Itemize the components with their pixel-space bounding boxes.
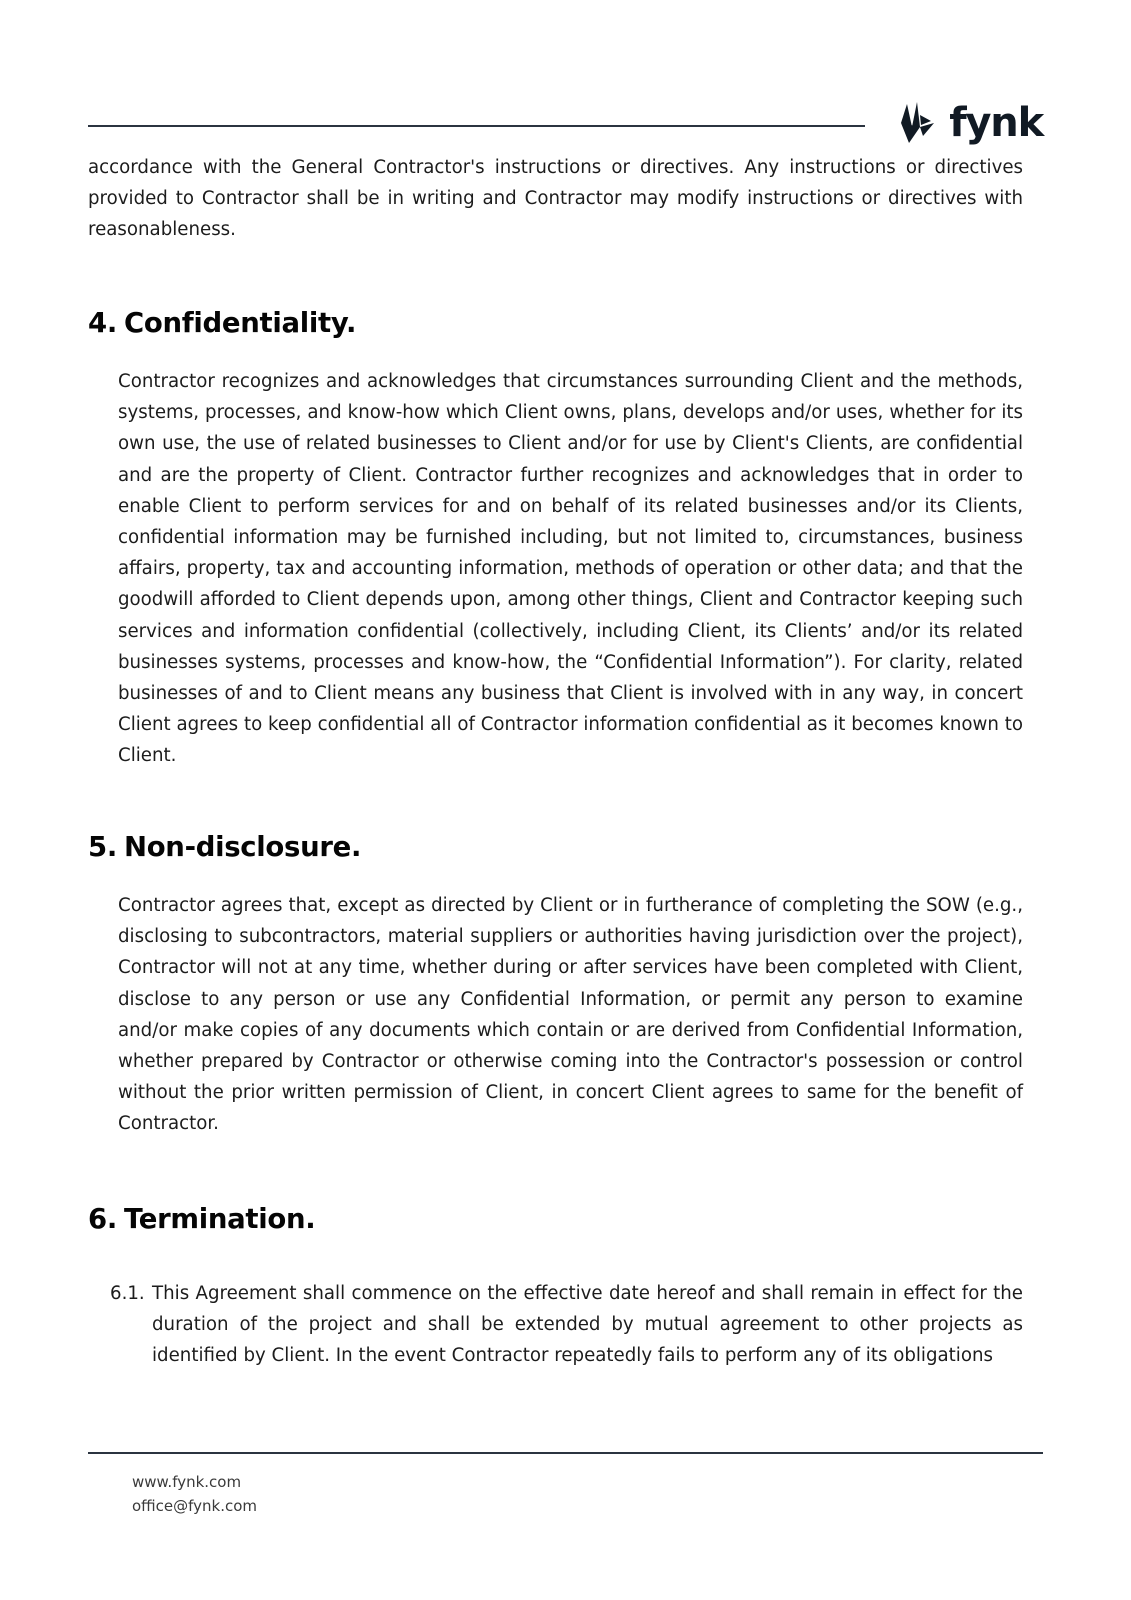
section-heading-5	[88, 830, 1023, 864]
clause-6-1	[110, 1278, 1023, 1372]
document-body	[88, 152, 1023, 1372]
section-number-6: 6.	[88, 1202, 117, 1235]
page-header	[88, 95, 1043, 155]
spacer	[88, 246, 1023, 306]
clause-number-6-1: 6.1.	[110, 1283, 145, 1304]
brand-name: fynk	[949, 100, 1043, 146]
page-footer	[88, 1452, 1043, 1518]
footer-contact	[132, 1470, 1043, 1518]
section-title-5: Non-disclosure.	[124, 830, 362, 863]
footer-divider	[88, 1452, 1043, 1454]
section-title-6: Termination.	[124, 1202, 316, 1235]
footer-website[interactable]: www.fynk.com	[132, 1473, 242, 1491]
section-heading-6	[88, 1202, 1023, 1236]
spacer	[88, 1140, 1023, 1202]
intro-paragraph: accordance with the General Contractor's instructions or directives. Any instructions or directives provided to Contractor shall be in writing and Contractor may modify instructions or directives with reasonableness.	[88, 157, 1023, 241]
section-body-4: Contractor recognizes and acknowledges that circumstances surrounding Client and the methods, systems, processes, and know-how which Client owns, plans, develops and/or uses, whether for its own use, the use of related businesses to Client and/or for use by Client's Clients, are confidential and are the property of Client. Contractor further recognizes and acknowledges that in order to enable Client to perform services for and on behalf of its related businesses and/or its Clients, confidential information may be furnished including, but not limited to, circumstances, business affairs, property, tax and accounting information, methods of operation or other data; and that the goodwill afforded to Client depends upon, among other things, Client and Contractor keeping such services and information confidential (collectively, including Client, its Clients’ and/or its related businesses systems, processes and know-how, the “Confidential Information”). For clarity, related businesses of and to Client means any business that Client is involved with in any way, in concert Client agrees to keep confidential all of Contractor information confidential as it becomes known to Client.	[118, 370, 1023, 767]
section-heading-4	[88, 306, 1023, 340]
spacer	[88, 772, 1023, 830]
spacer	[88, 340, 1023, 366]
origami-bird-icon	[887, 101, 939, 145]
spacer	[88, 864, 1023, 890]
footer-email[interactable]: office@fynk.com	[132, 1497, 258, 1515]
section-title-4: Confidentiality.	[124, 306, 357, 339]
clause-text-6-1: This Agreement shall commence on the effective date hereof and shall remain in effect for the duration of the project and shall be extended by mutual agreement to other projects as identified by Client. In the event Contractor repeatedly fails to perform any of its obligations	[152, 1283, 1023, 1367]
section-body-5: Contractor agrees that, except as directed by Client or in furtherance of completing the SOW (e.g., disclosing to subcontractors, material suppliers or authorities having jurisdiction over the project), Contractor will not at any time, whether during or after services have been completed with Client, disclose to any person or use any Confidential Information, or permit any person to examine and/or make copies of any documents which contain or are derived from Confidential Information, whether prepared by Contractor or otherwise coming into the Contractor's possession or control without the prior written permission of Client, in concert Client agrees to same for the benefit of Contractor.	[118, 895, 1023, 1135]
header-divider	[88, 125, 865, 127]
brand-logo	[887, 101, 1043, 145]
spacer	[88, 1236, 1023, 1278]
section-number-5: 5.	[88, 830, 117, 863]
section-number-4: 4.	[88, 306, 117, 339]
